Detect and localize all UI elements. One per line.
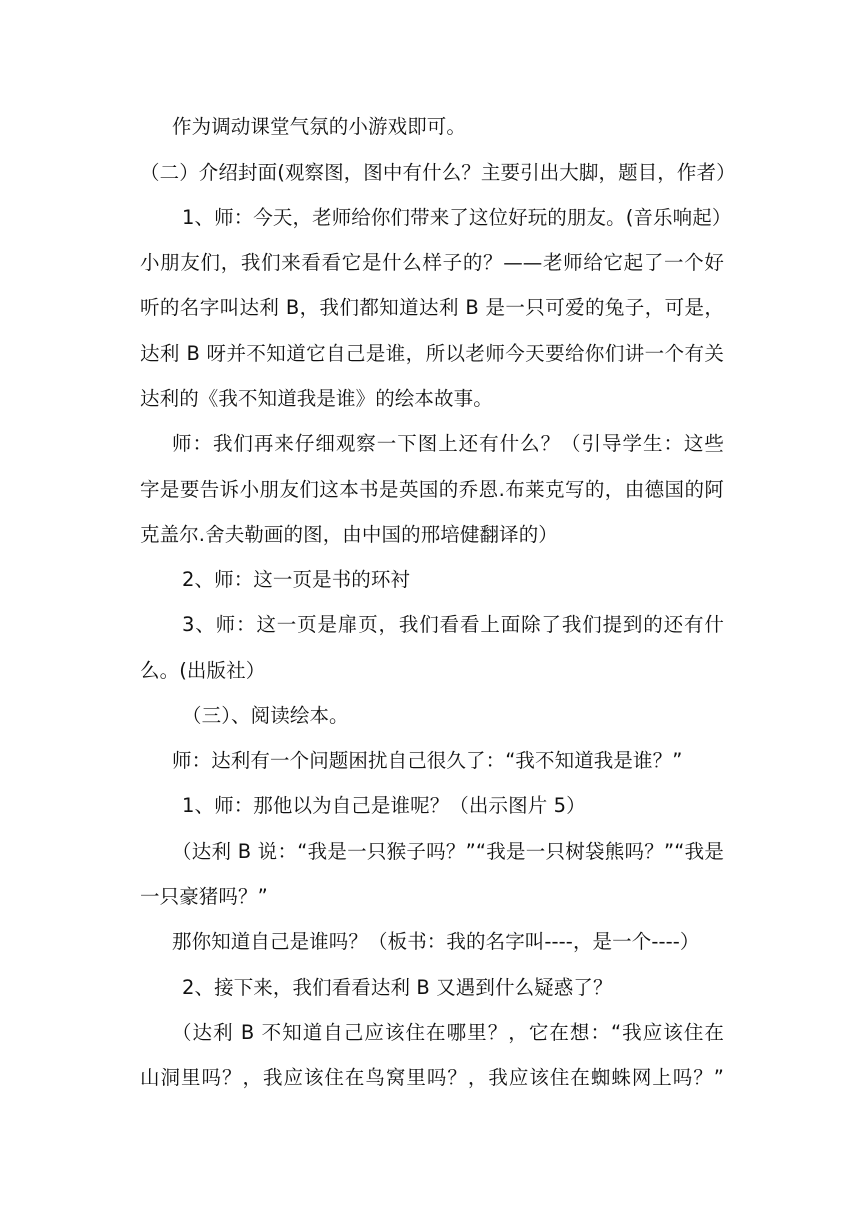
- paragraph-line: 山洞里吗？，我应该住在鸟窝里吗？，我应该住在蜘蛛网上吗？”: [140, 1066, 724, 1089]
- paragraph-line: 字是要告诉小朋友们这本书是英国的乔恩.布莱克写的，由德国的阿: [140, 478, 724, 501]
- paragraph-line: 达利 B 呀并不知道它自己是谁，所以老师今天要给你们讲一个有关: [140, 342, 724, 365]
- paragraph-line: （达利 B 不知道自己应该住在哪里？，它在想：“我应该住在: [172, 1021, 724, 1044]
- paragraph-line: 一只豪猪吗？”: [140, 885, 268, 908]
- paragraph-line: 克盖尔.舍夫勒画的图，由中国的邢培健翻译的）: [140, 523, 558, 546]
- paragraph-line: 师：我们再来仔细观察一下图上还有什么？（引导学生：这些: [172, 432, 724, 455]
- paragraph-line: 3、师：这一页是扉页，我们看看上面除了我们提到的还有什: [182, 613, 724, 636]
- paragraph-line: 1、师：那他以为自己是谁呢？（出示图片 5）: [182, 794, 586, 817]
- paragraph-line: 小朋友们，我们来看看它是什么样子的？——老师给它起了一个好: [140, 251, 724, 274]
- paragraph-line: （达利 B 说：“我是一只猴子吗？”“我是一只树袋熊吗？”“我是: [172, 840, 724, 863]
- paragraph-line: 2、接下来，我们看看达利 B 又遇到什么疑惑了？: [182, 976, 613, 999]
- paragraph-line: 1、师：今天，老师给你们带来了这位好玩的朋友。(音乐响起）: [182, 206, 732, 229]
- paragraph-line: 达利的《我不知道我是谁》的绘本故事。: [140, 387, 493, 410]
- paragraph-line: 师：达利有一个问题困扰自己很久了：“我不知道我是谁？”: [172, 749, 683, 772]
- section-heading-intro-cover: （二）介绍封面(观察图，图中有什么？主要引出大脚，题目，作者）: [140, 161, 736, 184]
- paragraph-line: 么。(出版社）: [140, 659, 266, 682]
- paragraph-line: 那你知道自己是谁吗？（板书：我的名字叫----，是一个----）: [172, 930, 700, 953]
- paragraph-line: 2、师：这一页是书的环衬: [182, 568, 411, 591]
- section-heading-read-book: （三）、阅读绘本。: [182, 704, 349, 727]
- paragraph-line: 听的名字叫达利 B，我们都知道达利 B 是一只可爱的兔子，可是，: [140, 296, 724, 319]
- paragraph-line: 作为调动课堂气氛的小游戏即可。: [172, 115, 467, 138]
